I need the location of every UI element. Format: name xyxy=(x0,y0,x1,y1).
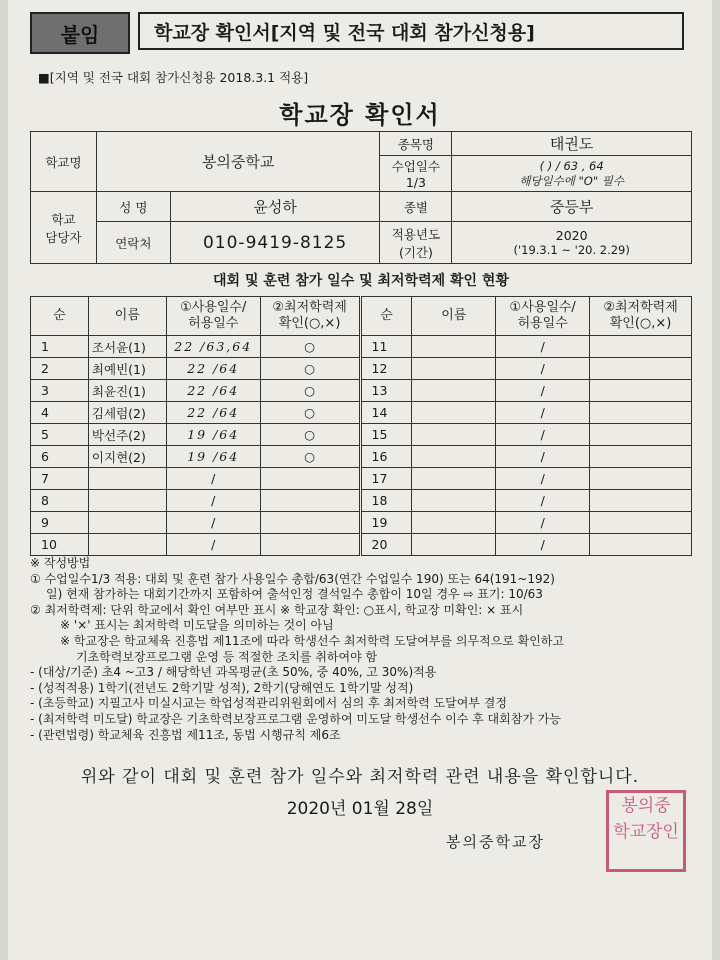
document-header xyxy=(30,10,686,52)
row-number: 6 xyxy=(31,446,89,468)
student-name xyxy=(88,490,166,512)
table-row xyxy=(31,336,692,358)
days-label-line1: 수업일수 xyxy=(391,159,441,174)
days-used: 22 /64 xyxy=(166,358,260,380)
days-value-note: 해당일수에 "O" 필수 xyxy=(519,173,625,188)
col-days-header-right-line2: 허용일수 xyxy=(517,316,568,331)
col-num-header-right: 순 xyxy=(360,297,412,336)
school-label: 학교명 xyxy=(31,132,97,192)
year-label xyxy=(380,222,452,264)
note-line: - (성적적용) 1학기(전년도 2학기말 성적), 2학기(당해연도 1학기말 성적) xyxy=(30,680,414,695)
student-name: 최예빈(1) xyxy=(88,358,166,380)
student-name xyxy=(412,336,496,358)
min-grade-check xyxy=(590,336,692,358)
year-value-line2: ('19.3.1 ~ '20. 2.29) xyxy=(513,243,630,257)
name-label: 성 명 xyxy=(96,192,170,222)
days-used: / xyxy=(166,468,260,490)
school-value: 봉의중학교 xyxy=(96,132,380,192)
table-row xyxy=(31,402,692,424)
table-row xyxy=(31,446,692,468)
days-used: / xyxy=(496,490,590,512)
col-num-header: 순 xyxy=(31,297,89,336)
table-row xyxy=(31,534,692,556)
days-used: 22 /64 xyxy=(166,380,260,402)
days-used: / xyxy=(496,358,590,380)
min-grade-check xyxy=(260,468,360,490)
student-name xyxy=(412,468,496,490)
staff-label-line1: 학교 xyxy=(51,211,76,227)
min-grade-check xyxy=(590,424,692,446)
student-name xyxy=(88,512,166,534)
note-line: - (대상/기준) 초4 ~고3 / 해당학년 과목평균(초 50%, 중 40%, 고 30%)적용 xyxy=(30,665,437,680)
note-line: 일) 현재 참가하는 대회기간까지 포함하여 출석인정 결석일수 총합이 10일 경우 ⇨ 표기: 10/63 xyxy=(46,587,543,602)
col-days-header xyxy=(166,297,260,336)
row-number: 11 xyxy=(360,336,412,358)
student-name xyxy=(412,358,496,380)
days-label xyxy=(380,156,452,192)
table-row xyxy=(31,490,692,512)
form-version-note: ■[지역 및 전국 대회 참가신청용 2018.3.1 적용] xyxy=(38,70,309,85)
min-grade-check xyxy=(590,468,692,490)
col-edu-header-line2: 확인(○,×) xyxy=(278,316,341,331)
col-name-header: 이름 xyxy=(88,297,166,336)
days-label-line2: 1/3 xyxy=(405,175,426,190)
note-line: ① 수업일수1/3 적용: 대회 및 훈련 참가 사용일수 총합/63(연간 수업일수 190) 또는 64(191~192) xyxy=(30,571,555,586)
days-used: 22 /64 xyxy=(166,402,260,424)
row-number: 9 xyxy=(31,512,89,534)
row-number: 12 xyxy=(360,358,412,380)
days-used: 19 /64 xyxy=(166,424,260,446)
attachment-tag: 붙임 xyxy=(30,12,130,54)
days-used: / xyxy=(496,402,590,424)
min-grade-check xyxy=(590,380,692,402)
row-number: 20 xyxy=(360,534,412,556)
student-name xyxy=(412,380,496,402)
contact-value: 010-9419-8125 xyxy=(170,222,380,264)
row-number: 5 xyxy=(31,424,89,446)
col-name-header-right: 이름 xyxy=(412,297,496,336)
student-name xyxy=(88,534,166,556)
header-title: 학교장 확인서[지역 및 전국 대회 참가신청용] xyxy=(138,12,684,50)
sport-label: 종목명 xyxy=(380,132,452,156)
confirmation-statement: 위와 같이 대회 및 훈련 참가 일수와 최저학력 관련 내용을 확인합니다. xyxy=(80,767,640,787)
row-number: 18 xyxy=(360,490,412,512)
min-grade-check xyxy=(590,534,692,556)
issue-date: 2020년 01월 28일 xyxy=(286,799,434,819)
table-row xyxy=(31,512,692,534)
row-number: 3 xyxy=(31,380,89,402)
participation-table xyxy=(30,296,692,556)
col-edu-header-right-line1: ②최저학력제 xyxy=(603,300,678,315)
row-number: 16 xyxy=(360,446,412,468)
row-number: 15 xyxy=(360,424,412,446)
col-days-header-line1: ①사용일수/ xyxy=(180,300,247,315)
seal-text-line1: 봉의중 xyxy=(621,796,671,816)
col-edu-header-right-line2: 확인(○,×) xyxy=(609,316,672,331)
staff-label xyxy=(31,192,97,264)
row-number: 4 xyxy=(31,402,89,424)
year-value-line1: 2020 xyxy=(555,228,588,243)
col-edu-header-right xyxy=(590,297,692,336)
min-grade-check: ○ xyxy=(260,380,360,402)
student-name xyxy=(412,446,496,468)
row-number: 19 xyxy=(360,512,412,534)
days-value-line1: ( ) / 63 , 64 xyxy=(539,158,604,173)
sport-value: 태권도 xyxy=(452,132,692,156)
table-row xyxy=(31,424,692,446)
note-line: ※ '×' 표시는 최저학력 미도달을 의미하는 것이 아님 xyxy=(60,618,334,633)
min-grade-check: ○ xyxy=(260,358,360,380)
student-name: 조서윤(1) xyxy=(88,336,166,358)
days-used: / xyxy=(166,534,260,556)
note-line: ※ 학교장은 학교체육 진흥법 제11조에 따라 학생선수 최저학력 도달여부를 의무적으로 확인하고 xyxy=(60,633,564,648)
col-days-header-line2: 허용일수 xyxy=(188,316,239,331)
min-grade-check: ○ xyxy=(260,336,360,358)
row-number: 7 xyxy=(31,468,89,490)
min-grade-check xyxy=(590,512,692,534)
student-name xyxy=(412,490,496,512)
days-used: / xyxy=(496,446,590,468)
days-used: 22 /63,64 xyxy=(166,336,260,358)
seal-text-line2: 학교장인 xyxy=(613,822,679,842)
days-used: / xyxy=(166,512,260,534)
section-title: 대회 및 훈련 참가 일수 및 최저학력제 확인 현황 xyxy=(213,273,509,289)
col-edu-header xyxy=(260,297,360,336)
min-grade-check: ○ xyxy=(260,402,360,424)
col-days-header-right-line1: ①사용일수/ xyxy=(509,300,576,315)
table-header-row xyxy=(31,297,692,336)
student-name: 이지현(2) xyxy=(88,446,166,468)
student-name xyxy=(412,534,496,556)
row-number: 10 xyxy=(31,534,89,556)
name-value: 윤성하 xyxy=(170,192,380,222)
min-grade-check: ○ xyxy=(260,424,360,446)
note-line: 기초학력보장프로그램 운영 등 적절한 조치를 취하여야 함 xyxy=(76,649,378,664)
official-seal xyxy=(606,790,686,872)
student-name xyxy=(412,424,496,446)
division-label: 종별 xyxy=(380,192,452,222)
info-table xyxy=(30,131,692,264)
student-name: 김세럼(2) xyxy=(88,402,166,424)
days-used: / xyxy=(496,468,590,490)
page-title: 학교장 확인서 xyxy=(279,101,441,129)
note-line: ② 최저학력제: 단위 학교에서 확인 여부만 표시 ※ 학교장 확인: ○표시, 학교장 미확인: × 표시 xyxy=(30,602,524,617)
student-name: 박선주(2) xyxy=(88,424,166,446)
student-name xyxy=(412,512,496,534)
days-used: / xyxy=(166,490,260,512)
row-number: 13 xyxy=(360,380,412,402)
table-row xyxy=(31,468,692,490)
year-value xyxy=(452,222,692,264)
days-used: / xyxy=(496,512,590,534)
row-number: 14 xyxy=(360,402,412,424)
division-value: 중등부 xyxy=(452,192,692,222)
min-grade-check xyxy=(260,490,360,512)
min-grade-check xyxy=(260,534,360,556)
table-row xyxy=(31,358,692,380)
student-name: 최윤진(1) xyxy=(88,380,166,402)
note-line: - (관련법령) 학교체육 진흥법 제11조, 동법 시행규칙 제6조 xyxy=(30,727,341,742)
row-number: 2 xyxy=(31,358,89,380)
days-value xyxy=(452,156,692,192)
days-used: / xyxy=(496,336,590,358)
min-grade-check xyxy=(590,402,692,424)
col-edu-header-line1: ②최저학력제 xyxy=(272,300,347,315)
row-number: 8 xyxy=(31,490,89,512)
student-name xyxy=(412,402,496,424)
row-number: 1 xyxy=(31,336,89,358)
staff-label-line2: 담당자 xyxy=(45,229,82,245)
min-grade-check xyxy=(590,358,692,380)
min-grade-check xyxy=(260,512,360,534)
min-grade-check xyxy=(590,446,692,468)
writing-instructions xyxy=(30,556,700,743)
days-used: / xyxy=(496,534,590,556)
note-line: - (초등학교) 지필고사 미실시교는 학업성적관리위원회에서 심의 후 최저학력 도달여부 결정 xyxy=(30,696,507,711)
contact-label: 연락처 xyxy=(96,222,170,264)
days-used: / xyxy=(496,380,590,402)
min-grade-check: ○ xyxy=(260,446,360,468)
days-used: 19 /64 xyxy=(166,446,260,468)
student-name xyxy=(88,468,166,490)
row-number: 17 xyxy=(360,468,412,490)
note-line: - (최저학력 미도달) 학교장은 기초학력보장프로그램 운영하여 미도달 학생선수 이수 후 대회참가 가능 xyxy=(30,711,561,726)
note-line: ※ 작성방법 xyxy=(30,556,91,570)
table-body xyxy=(31,336,692,556)
min-grade-check xyxy=(590,490,692,512)
year-label-line1: 적용년도 xyxy=(391,226,441,242)
days-used: / xyxy=(496,424,590,446)
principal-signature-line: 봉의중학교장 xyxy=(446,833,545,851)
year-label-line2: (기간) xyxy=(398,244,433,260)
table-row xyxy=(31,380,692,402)
col-days-header-right xyxy=(496,297,590,336)
